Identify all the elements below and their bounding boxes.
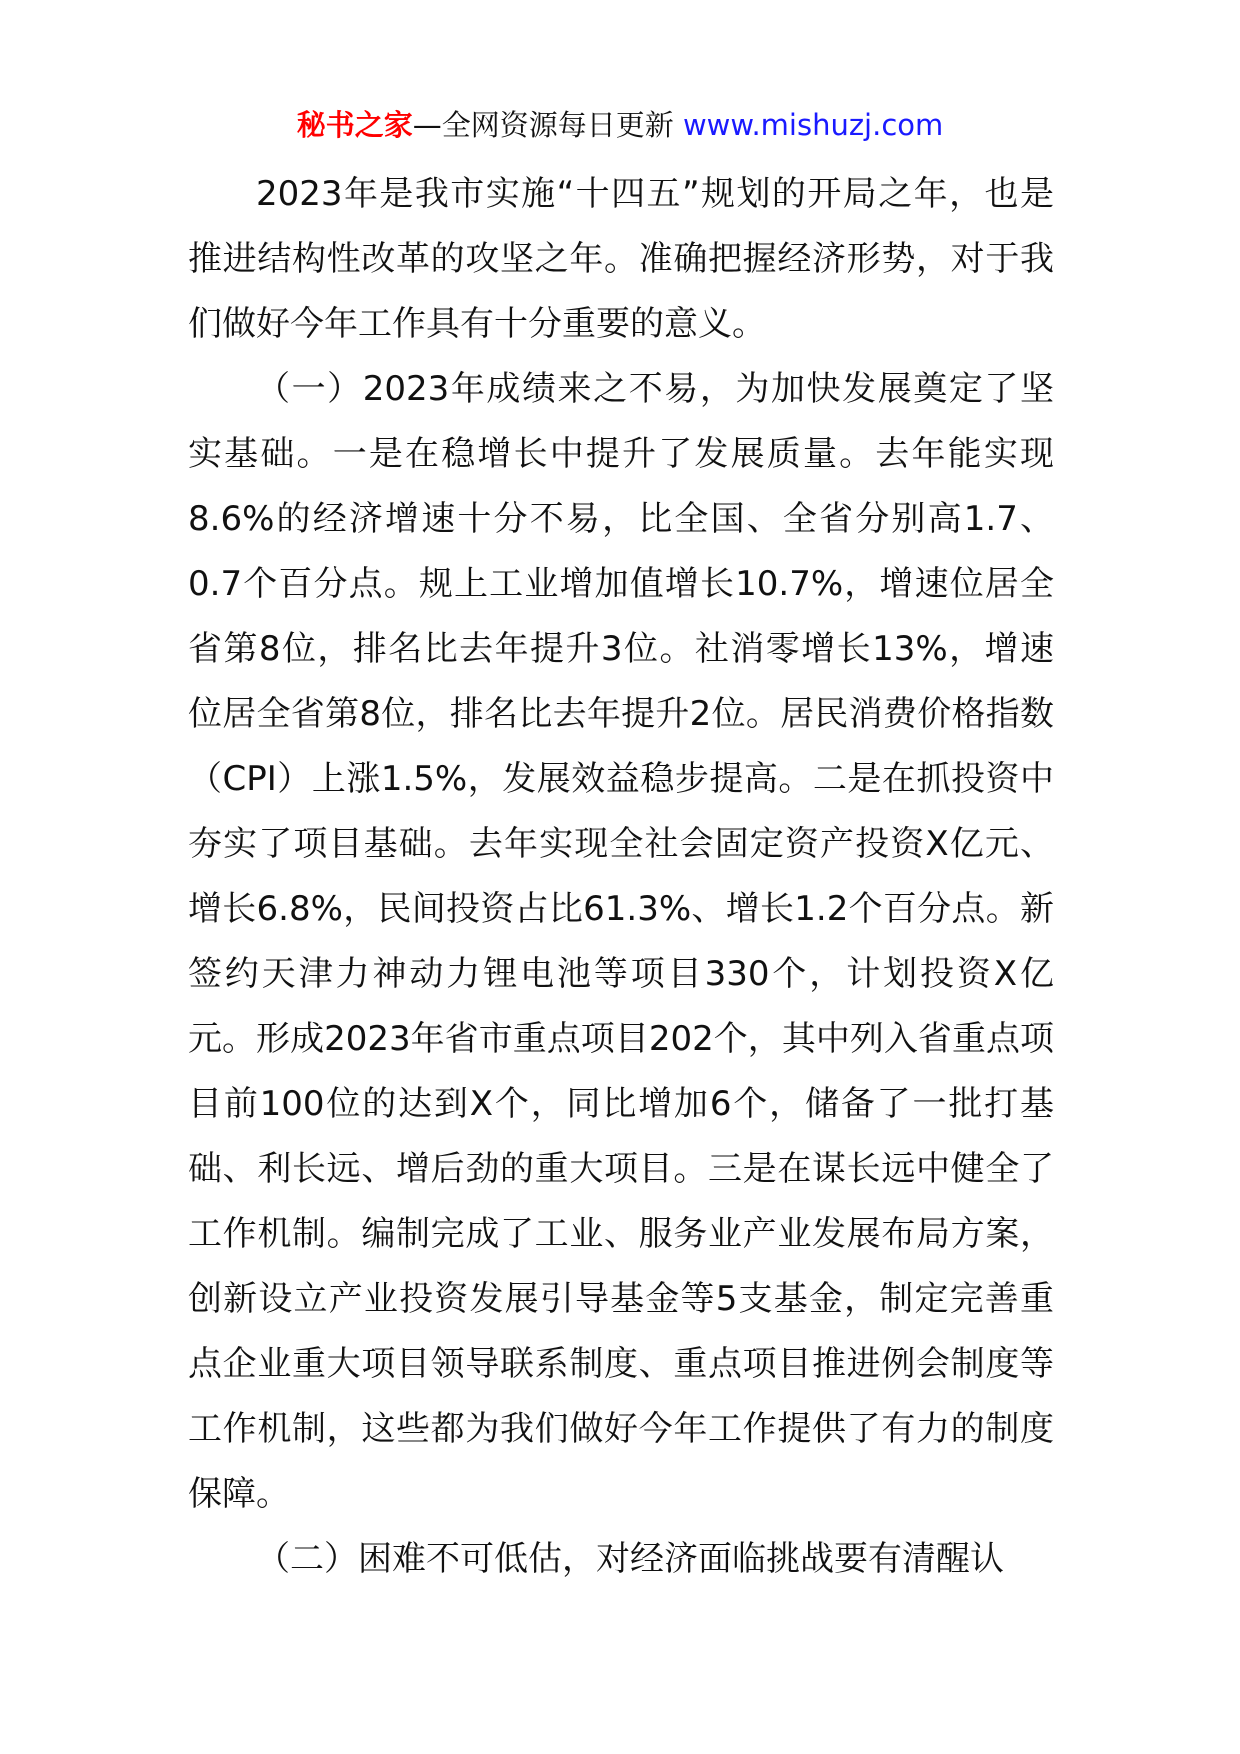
paragraph-section-2: （二）困难不可低估，对经济面临挑战要有清醒认: [256, 1539, 1004, 1579]
website-link[interactable]: www.mishuzj.com: [682, 108, 944, 142]
header-slogan: —全网资源每日更新: [412, 108, 674, 142]
paragraph-section-1: （一）2023年成绩来之不易，为加快发展奠定了坚实基础。一是在稳增长中提升了发展质量。去年能实现8.6%的经济增速十分不易，比全国、全省分别高1.7、0.7个百分点。规上工业增加值增长10.7%，增速位居全省第8位，排名比去年提升3位。社消零增长13%，增速位居全省第8位，排名比去年提升2位。居民消费价格指数（CPI）上涨1.5%，发展效益稳步提高。二是在抓投资中夯实了项目基础。去年实现全社会固定资产投资X亿元、增长6.8%，民间投资占比61.3%、增长1.2个百分点。新签约天津力神动力锂电池等项目330个，计划投资X亿元。形成2023年省市重点项目202个，其中列入省重点项目前100位的达到X个，同比增加6个，储备了一批打基础、利长远、增后劲的重大项目。三是在谋长远中健全了工作机制。编制完成了工业、服务业产业发展布局方案，创新设立产业投资发展引导基金等5支基金，制定完善重点企业重大项目领导联系制度、重点项目推进例会制度等工作机制，这些都为我们做好今年工作提供了有力的制度保障。: [188, 369, 1054, 1514]
page-header: [0, 100, 1240, 150]
brand-name: 秘书之家: [296, 108, 413, 142]
document-body: [188, 162, 1054, 1592]
paragraph-intro: 2023年是我市实施“十四五”规划的开局之年，也是推进结构性改革的攻坚之年。准确把握经济形势，对于我们做好今年工作具有十分重要的意义。: [188, 174, 1054, 344]
